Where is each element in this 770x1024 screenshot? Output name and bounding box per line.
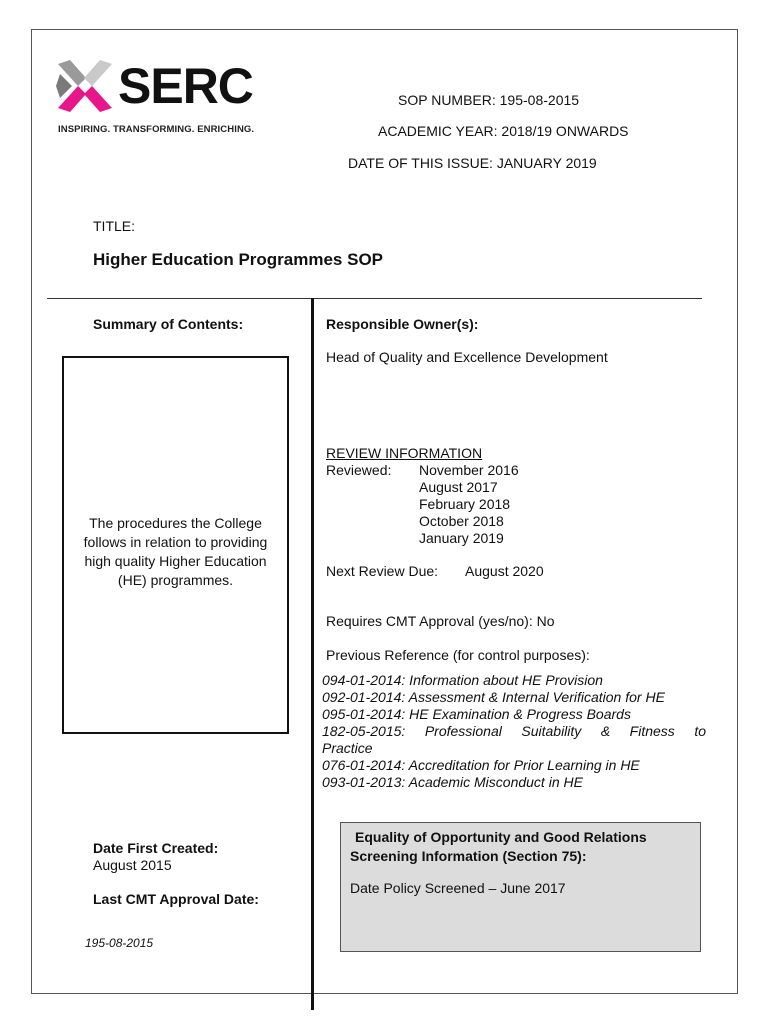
summary-heading: Summary of Contents: <box>93 316 244 332</box>
review-heading: REVIEW INFORMATION <box>326 445 483 461</box>
previous-reference: 094-01-2014: Information about HE Provision <box>322 672 603 688</box>
summary-line: (HE) programmes. <box>117 572 234 588</box>
date-policy-screened: Date Policy Screened – June 2017 <box>350 880 566 896</box>
date-first-created-label: Date First Created: <box>93 840 219 856</box>
responsible-owner: Head of Quality and Excellence Development <box>326 349 608 365</box>
previous-reference: 092-01-2014: Assessment & Internal Verification for HE <box>322 689 665 705</box>
ref-word: & <box>600 723 611 739</box>
date-first-created: August 2015 <box>93 857 172 873</box>
summary-line: follows in relation to providing <box>83 534 268 550</box>
review-date: November 2016 <box>419 462 519 478</box>
ref-word: 182-05-2015: <box>322 723 406 739</box>
review-date: February 2018 <box>419 496 511 512</box>
previous-references <box>322 672 706 791</box>
summary-text <box>62 514 289 590</box>
review-dates-list <box>419 462 519 547</box>
title-label: TITLE: <box>93 218 136 234</box>
academic-year: ACADEMIC YEAR: 2018/19 ONWARDS <box>378 123 629 139</box>
equality-heading-line2: Screening Information (Section 75): <box>350 848 587 864</box>
logo-tagline: INSPIRING. TRANSFORMING. ENRICHING. <box>58 124 255 135</box>
sop-number: SOP NUMBER: 195-08-2015 <box>398 92 580 108</box>
reviewed-label: Reviewed: <box>326 462 392 478</box>
previous-reference: 076-01-2014: Accreditation for Prior Learning in HE <box>322 757 640 773</box>
next-review-label: Next Review Due: <box>326 563 439 579</box>
serc-logo-mark <box>56 58 114 114</box>
footer-reference: 195-08-2015 <box>85 936 154 950</box>
review-date: August 2017 <box>419 479 498 495</box>
previous-reference: 095-01-2014: HE Examination & Progress Boards <box>322 706 631 722</box>
column-divider <box>311 298 314 1010</box>
review-date: October 2018 <box>419 513 504 529</box>
cmt-approval: Requires CMT Approval (yes/no): No <box>326 613 555 629</box>
ref-word: to <box>694 723 706 739</box>
previous-reference-continuation: Practice <box>322 740 373 756</box>
ref-word: Fitness <box>629 723 675 739</box>
previous-reference: 093-01-2013: Academic Misconduct in HE <box>322 774 583 790</box>
horizontal-divider <box>47 298 702 299</box>
logo-wordmark: SERC <box>118 58 253 114</box>
owner-heading: Responsible Owner(s): <box>326 316 479 332</box>
summary-line: high quality Higher Education <box>84 553 267 569</box>
review-date: January 2019 <box>419 530 504 546</box>
previous-reference-label: Previous Reference (for control purposes): <box>326 647 590 663</box>
ref-word: Professional <box>424 723 502 739</box>
summary-line: The procedures the College <box>89 515 262 531</box>
next-review-date: August 2020 <box>465 563 544 579</box>
equality-heading-line1: Equality of Opportunity and Good Relations <box>355 829 647 845</box>
issue-date: DATE OF THIS ISSUE: JANUARY 2019 <box>348 155 597 171</box>
last-cmt-approval-label: Last CMT Approval Date: <box>93 891 259 907</box>
ref-word: Suitability <box>521 723 582 739</box>
previous-reference <box>322 723 706 740</box>
document-title: Higher Education Programmes SOP <box>93 250 384 269</box>
